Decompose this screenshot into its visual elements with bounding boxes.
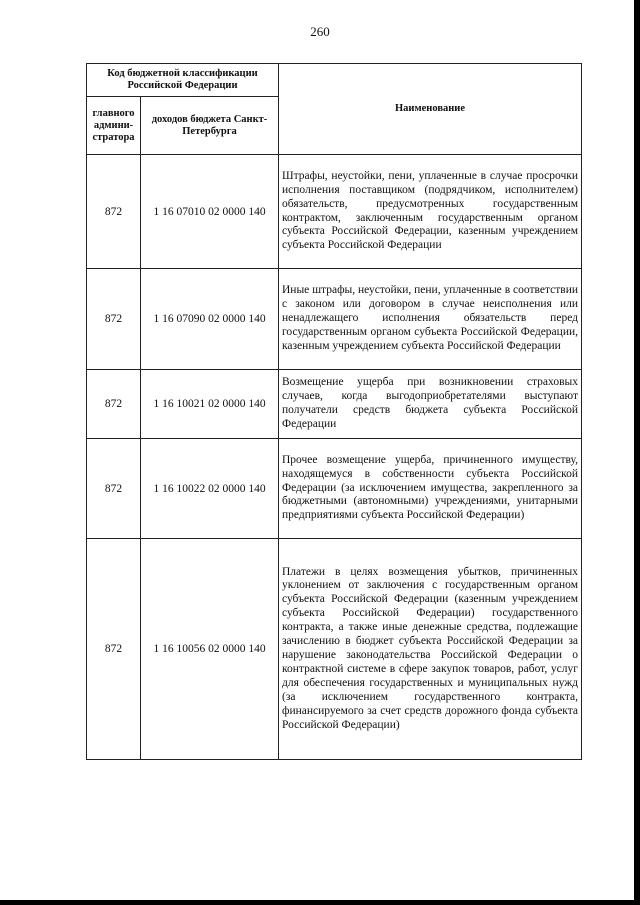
table-row <box>87 269 582 370</box>
row-name: Возмещение ущерба при возникновении страховых случаев, когда выгодоприобретателями выступают получатели средств бюджета субъекта Российской Федерации <box>279 370 582 439</box>
row-name: Иные штрафы, неустойки, пени, уплаченные в соответствии с законом или договором в случае неисполнения или ненадлежащего исполнения обязательств перед государственным органом субъекта Российской Федерации, казенным учреждением субъекта Российской Федерации <box>279 269 582 370</box>
row-name: Штрафы, неустойки, пени, уплаченные в случае просрочки исполнения поставщиком (подрядчиком, исполнителем) обязательств, предусмотренных государственным контрактом, заключенным государственным органом субъекта Российской Федерации, казенным учреждением субъекта Российской Федерации <box>279 155 582 269</box>
row-admin-code: 872 <box>87 439 141 539</box>
table-row <box>87 155 582 269</box>
header-classification-code: Код бюджетной классификации Российской Федерации <box>87 64 279 97</box>
row-income-code: 1 16 07010 02 0000 140 <box>141 155 279 269</box>
row-income-code: 1 16 10021 02 0000 140 <box>141 370 279 439</box>
row-admin-code: 872 <box>87 269 141 370</box>
header-name: Наименование <box>279 64 582 155</box>
row-admin-code: 872 <box>87 370 141 439</box>
row-admin-code: 872 <box>87 155 141 269</box>
budget-classification-table <box>86 63 582 760</box>
scan-edge-bottom <box>0 900 640 905</box>
row-income-code: 1 16 10056 02 0000 140 <box>141 539 279 760</box>
page-number: 260 <box>310 24 330 39</box>
row-admin-code: 872 <box>87 539 141 760</box>
header-budget-income: доходов бюджета Санкт-Петербурга <box>141 97 279 155</box>
scan-edge-right <box>634 0 640 905</box>
row-name: Прочее возмещение ущерба, причиненного имуществу, находящемуся в собственности субъекта Российской Федерации (за исключением имущества, закрепленного за бюджетными (автономными) учреждениями, унитарными предприятиями субъекта Российской Федерации) <box>279 439 582 539</box>
table-row <box>87 370 582 439</box>
header-chief-administrator: главного админи-стратора <box>87 97 141 155</box>
row-income-code: 1 16 10022 02 0000 140 <box>141 439 279 539</box>
row-name: Платежи в целях возмещения убытков, причиненных уклонением от заключения с государственным органом субъекта Российской Федерации (казенным учреждением субъекта Российской Федерации) государственного контракта, а также иные денежные средства, подлежащие зачислению в бюджет субъекта Российской Федерации за нарушение законодательства Российской Федерации о контрактной системе в сфере закупок товаров, работ, услуг для обеспечения государственных и муниципальных нужд (за исключением государственного контракта, финансируемого за счет средств дорожного фонда субъекта Российской Федерации) <box>279 539 582 760</box>
table-row <box>87 439 582 539</box>
row-income-code: 1 16 07090 02 0000 140 <box>141 269 279 370</box>
table-row <box>87 539 582 760</box>
